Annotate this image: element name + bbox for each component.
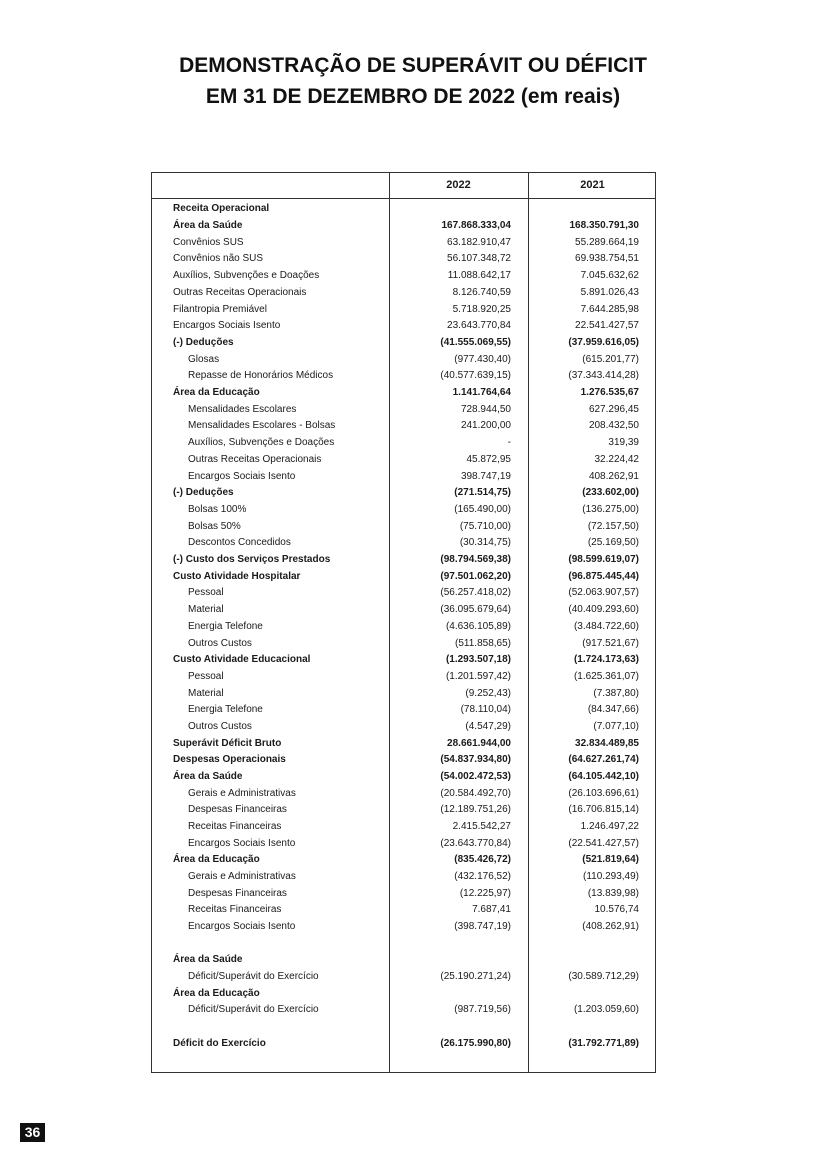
value-2021: (37.343.414,28) [568,370,639,381]
value-2021: (521.819,64) [582,854,639,865]
row-label: Glosas [188,354,220,365]
value-2022: (165.490,00) [454,504,511,515]
table-row [152,886,657,902]
value-2022: (20.584.492,70) [440,788,511,799]
value-2021: (110.293,49) [583,871,639,882]
table-row [152,619,657,635]
value-2022: - [507,437,511,448]
value-2022: (271.514,75) [454,487,511,498]
value-2021: 7.045.632,62 [580,270,639,281]
row-label: Outras Receitas Operacionais [188,454,322,465]
value-2022: 23.643.770,84 [447,320,511,331]
row-label: Mensalidades Escolares [188,404,297,415]
value-2021: (917.521,67) [582,638,639,649]
value-2022: (987.719,56) [454,1004,511,1015]
table-row [152,502,657,518]
table-row [152,869,657,885]
row-label: Mensalidades Escolares - Bolsas [188,420,336,431]
row-label: Encargos Sociais Isento [188,921,296,932]
value-2022: 28.661.944,00 [447,738,511,749]
table-row [152,669,657,685]
table-row [152,969,657,985]
row-label: (-) Deduções [173,337,234,348]
table-row [152,602,657,618]
row-label: Déficit/Superávit do Exercício [188,1004,319,1015]
row-label: Déficit do Exercício [173,1038,266,1049]
value-2021: 10.576,74 [594,904,639,915]
value-2021: (233.602,00) [582,487,639,498]
table-row [152,952,657,968]
row-label: Receitas Financeiras [188,904,282,915]
table-row [152,519,657,535]
value-2022: 56.107.348,72 [447,253,511,264]
row-label: Despesas Financeiras [188,888,287,899]
row-label: Receita Operacional [173,203,270,214]
row-label: Déficit/Superávit do Exercício [188,971,319,982]
table-row [152,719,657,735]
row-label: Pessoal [188,587,224,598]
value-2021: (7.077,10) [593,721,639,732]
row-label: Área da Saúde [173,771,243,782]
value-2021: 69.938.754,51 [575,253,639,264]
value-2022: (4.547,29) [465,721,511,732]
table-row [152,268,657,284]
value-2021: (615.201,77) [582,354,639,365]
value-2022: 167.868.333,04 [441,220,511,231]
table-row [152,452,657,468]
value-2021: (40.409.293,60) [568,604,639,615]
value-2022: (54.837.934,80) [440,754,511,765]
row-label: Outras Receitas Operacionais [173,287,307,298]
row-label: Repasse de Honorários Médicos [188,370,334,381]
value-2021: 32.834.489,85 [575,738,639,749]
row-label: (-) Custo dos Serviços Prestados [173,554,331,565]
table-row [152,769,657,785]
table-row [152,235,657,251]
financial-statement-table [151,172,656,1073]
row-label: Custo Atividade Educacional [173,654,311,665]
row-label: Despesas Financeiras [188,804,287,815]
table-row [152,752,657,768]
value-2021: (1.203.059,60) [573,1004,639,1015]
value-2022: (78.110,04) [460,704,511,715]
table-row [152,636,657,652]
value-2021: 55.289.664,19 [575,237,639,248]
row-label: Descontos Concedidos [188,537,291,548]
value-2021: (26.103.696,61) [568,788,639,799]
table-row [152,736,657,752]
value-2022: (432.176,52) [454,871,511,882]
value-2021: (30.589.712,29) [568,971,639,982]
value-2022: 398.747,19 [460,471,511,482]
table-row [152,1002,657,1018]
row-label: Auxílios, Subvenções e Doações [173,270,320,281]
row-label: Material [188,688,224,699]
value-2022: 241.200,00 [460,420,511,431]
value-2022: 45.872,95 [466,454,511,465]
row-label: Área da Saúde [173,954,243,965]
table-row [152,302,657,318]
value-2021: (1.724.173,63) [573,654,639,665]
value-2022: (1.201.597,42) [445,671,511,682]
row-label: Bolsas 50% [188,521,241,532]
value-2021: 22.541.427,57 [575,320,639,331]
value-2022: 63.182.910,47 [447,237,511,248]
column-header-2021: 2021 [580,179,605,191]
value-2021: 168.350.791,30 [569,220,639,231]
table-row [152,368,657,384]
value-2022: (41.555.069,55) [440,337,511,348]
row-label: Receitas Financeiras [188,821,282,832]
row-label: Área da Educação [173,988,260,999]
table-row [152,335,657,351]
value-2022: (977.430,40) [454,354,511,365]
value-2021: (52.063.907,57) [568,587,639,598]
table-row [152,902,657,918]
table-row [152,402,657,418]
page-title-line-2: EM 31 DE DEZEMBRO DE 2022 (em reais) [205,85,621,108]
value-2022: (1.293.507,18) [445,654,511,665]
row-label: Despesas Operacionais [173,754,286,765]
value-2022: (23.643.770,84) [440,838,511,849]
table-row [152,585,657,601]
value-2021: (37.959.616,05) [568,337,639,348]
table-row [152,852,657,868]
row-label: Gerais e Administrativas [188,788,296,799]
value-2022: (40.577.639,15) [440,370,511,381]
row-label: (-) Deduções [173,487,234,498]
row-label: Energia Telefone [188,621,263,632]
value-2022: (511.858,65) [455,638,511,649]
row-label: Bolsas 100% [188,504,247,515]
value-2021: (72.157,50) [587,521,639,532]
row-label: Encargos Sociais Isento [173,320,281,331]
value-2021: 1.246.497,22 [580,821,639,832]
value-2021: 627.296,45 [588,404,639,415]
row-label: Outros Custos [188,638,252,649]
value-2021: (84.347,66) [587,704,639,715]
value-2021: (1.625.361,07) [573,671,639,682]
column-header-2022: 2022 [446,179,471,191]
value-2022: (12.189.751,26) [440,804,511,815]
value-2022: 5.718.920,25 [452,304,511,315]
value-2021: (64.105.442,10) [568,771,639,782]
value-2021: (25.169,50) [587,537,639,548]
row-label: Área da Educação [173,854,260,865]
table-row [152,802,657,818]
value-2022: (36.095.679,64) [440,604,511,615]
value-2022: 7.687,41 [472,904,511,915]
table-row [152,385,657,401]
table-row [152,285,657,301]
row-label: Superávit Déficit Bruto [173,738,282,749]
page-number: 36 [20,1123,45,1142]
value-2021: (13.839,98) [587,888,639,899]
value-2021: (96.875.445,44) [568,571,639,582]
table-row [152,552,657,568]
table-row [152,201,657,217]
value-2021: 1.276.535,67 [580,387,639,398]
row-label: Outros Custos [188,721,252,732]
value-2021: (98.599.619,07) [568,554,639,565]
row-label: Material [188,604,224,615]
table-row [152,435,657,451]
value-2022: (398.747,19) [454,921,511,932]
value-2022: (75.710,00) [459,521,511,532]
value-2022: (835.426,72) [454,854,511,865]
table-row [152,686,657,702]
value-2022: (30.314,75) [459,537,511,548]
table-row [152,1036,657,1052]
table-row [152,535,657,551]
value-2022: 2.415.542,27 [452,821,511,832]
table-row [152,218,657,234]
table-row [152,702,657,718]
value-2022: 11.088.642,17 [447,270,511,281]
row-label: Custo Atividade Hospitalar [173,571,301,582]
table-row [152,569,657,585]
value-2021: 208.432,50 [588,420,639,431]
value-2021: 5.891.026,43 [580,287,639,298]
value-2022: (12.225,97) [459,888,511,899]
row-label: Energia Telefone [188,704,263,715]
value-2021: (3.484.722,60) [573,621,639,632]
table-row [152,318,657,334]
table-row [152,352,657,368]
row-label: Pessoal [188,671,224,682]
page-title-line-1: DEMONSTRAÇÃO DE SUPERÁVIT OU DÉFICIT [179,54,647,77]
value-2021: 32.224,42 [594,454,639,465]
value-2021: (136.275,00) [582,504,639,515]
value-2021: (408.262,91) [582,921,639,932]
row-label: Encargos Sociais Isento [188,838,296,849]
value-2021: 7.644.285,98 [580,304,639,315]
value-2021: (31.792.771,89) [568,1038,639,1049]
value-2022: 1.141.764,64 [452,387,511,398]
value-2021: (22.541.427,57) [568,838,639,849]
value-2021: 408.262,91 [588,471,639,482]
value-2022: 728.944,50 [460,404,511,415]
value-2021: (64.627.261,74) [568,754,639,765]
row-label: Auxílios, Subvenções e Doações [188,437,335,448]
table-row [152,418,657,434]
value-2021: 319,39 [608,437,639,448]
value-2022: (56.257.418,02) [440,587,511,598]
row-label: Convênios não SUS [173,253,264,264]
row-label: Convênios SUS [173,237,244,248]
value-2022: (9.252,43) [465,688,511,699]
table-row [152,819,657,835]
table-row [152,251,657,267]
value-2022: (26.175.990,80) [440,1038,511,1049]
row-label: Área da Educação [173,387,260,398]
value-2022: (97.501.062,20) [440,571,511,582]
table-row [152,836,657,852]
table-row [152,986,657,1002]
value-2022: (25.190.271,24) [440,971,511,982]
value-2021: (16.706.815,14) [568,804,639,815]
value-2021: (7.387,80) [593,688,639,699]
table-row [152,485,657,501]
value-2022: (4.636.105,89) [445,621,511,632]
row-label: Filantropia Premiável [173,304,267,315]
value-2022: (98.794.569,38) [440,554,511,565]
header-divider [152,198,655,199]
row-label: Gerais e Administrativas [188,871,296,882]
table-row [152,919,657,935]
row-label: Encargos Sociais Isento [188,471,296,482]
row-label: Área da Saúde [173,220,243,231]
value-2022: 8.126.740,59 [452,287,511,298]
table-row [152,469,657,485]
table-row [152,652,657,668]
table-row [152,786,657,802]
value-2022: (54.002.472,53) [440,771,511,782]
